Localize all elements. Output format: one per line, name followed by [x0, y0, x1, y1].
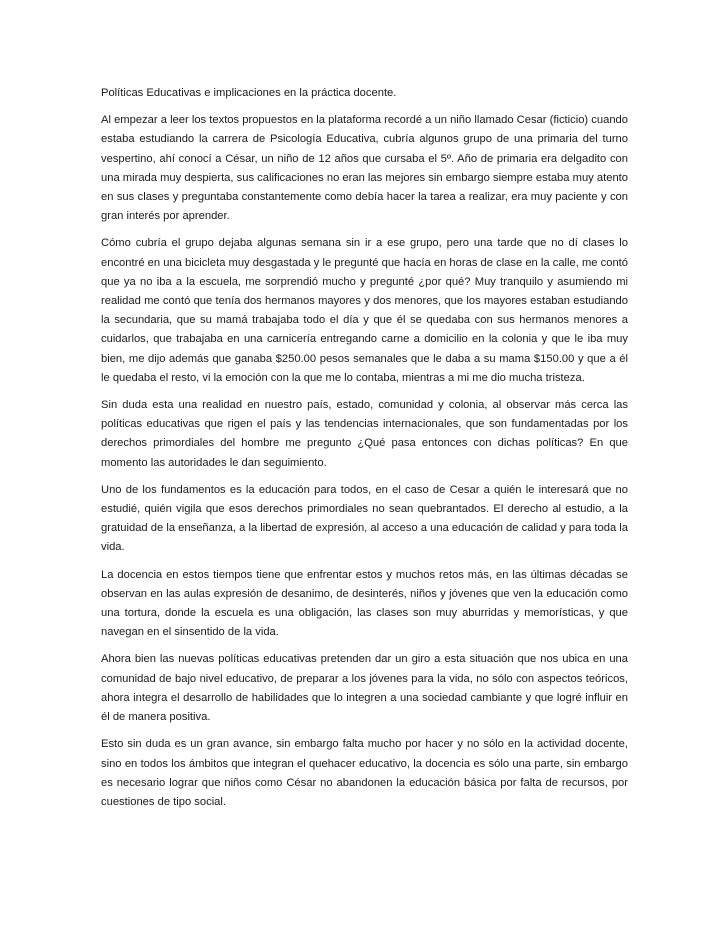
paragraph-7: Esto sin duda es un gran avance, sin embargo falta mucho por hacer y no sólo en la actividad docente, sino en todos los ámbitos que integran el quehacer educativo, la docencia es sólo una parte, sin embargo es necesario lograr que niños como César no abandonen la educación básica por falta de recursos, por cuestiones de tipo social. — [101, 738, 628, 808]
paragraph-4: Uno de los fundamentos es la educación para todos, en el caso de Cesar a quién le interesará que no estudié, quién vigila que esos derechos primordiales no sean quebrantados. El derecho al estudio, a la gratuidad de la enseñanza, a la libertad de expresión, al acceso a una educación de calidad y para toda la vida. — [101, 483, 628, 554]
paragraph-5: La docencia en estos tiempos tiene que enfrentar estos y muchos retos más, en las últimas décadas se observan en las aulas expresión de desanimo, de desinterés, niños y jóvenes que ven la educación como una tortura, donde la escuela es una obligación, las clases son muy aburridas y memorísticas, y que navegan en el sinsentido de la vida. — [101, 568, 628, 639]
document-body — [101, 84, 628, 820]
document-title: Políticas Educativas e implicaciones en la práctica docente. — [101, 87, 397, 99]
paragraph-2: Cómo cubría el grupo dejaba algunas semana sin ir a ese grupo, pero una tarde que no dí clases lo encontré en una bicicleta muy desgastada y le pregunté que hacía en horas de clase en la calle, me contó que ya no iba a la escuela, me sorprendió mucho y pregunté ¿por qué? Muy tranquilo y asumiendo mi realidad me contó que tenía dos hermanos mayores y dos menores, que los mayores estaban estudiando la secundaria, que su mamá trabajaba todo el día y que él se quedaba con sus hermanos menores a cuidarlos, que trabajaba en una carnicería entregando carne a domicilio en la colonia y que le iba muy bien, me dijo además que ganaba $250.00 pesos semanales que le daba a su mama $150.00 y que a él le quedaba el resto, vi la emoción con la que me lo contaba, mientras a mi me dio mucha tristeza. — [101, 237, 628, 384]
paragraph-1: Al empezar a leer los textos propuestos en la plataforma recordé a un niño llamado Cesar (ficticio) cuando estaba estudiando la carrera de Psicología Educativa, cubría algunos grupo de una primaria del turno vespertino, ahí conocí a César, un niño de 12 años que cursaba el 5º. Año de primaria era delgadito con una mirada muy despierta, sus calificaciones no eran las mejores sin embargo siempre estaba muy atento en sus clases y preguntaba constantemente como debía hacer la tarea a realizar, era muy paciente y con gran interés por aprender. — [101, 114, 628, 223]
paragraph-6: Ahora bien las nuevas políticas educativas pretenden dar un giro a esta situación que nos ubica en una comunidad de bajo nivel educativo, de preparar a los jóvenes para la vida, no sólo con aspectos teóricos, ahora integra el desarrollo de habilidades que lo integren a una sociedad cambiante y que logré influir en él de manera positiva. — [101, 653, 628, 724]
paragraph-3: Sin duda esta una realidad en nuestro país, estado, comunidad y colonia, al observar más cerca las políticas educativas que rigen el país y las tendencias internacionales, que son fundamentadas por los derechos primordiales del hombre me pregunto ¿Qué pasa entonces con dichas políticas? En que momento las autoridades le dan seguimiento. — [101, 399, 628, 469]
